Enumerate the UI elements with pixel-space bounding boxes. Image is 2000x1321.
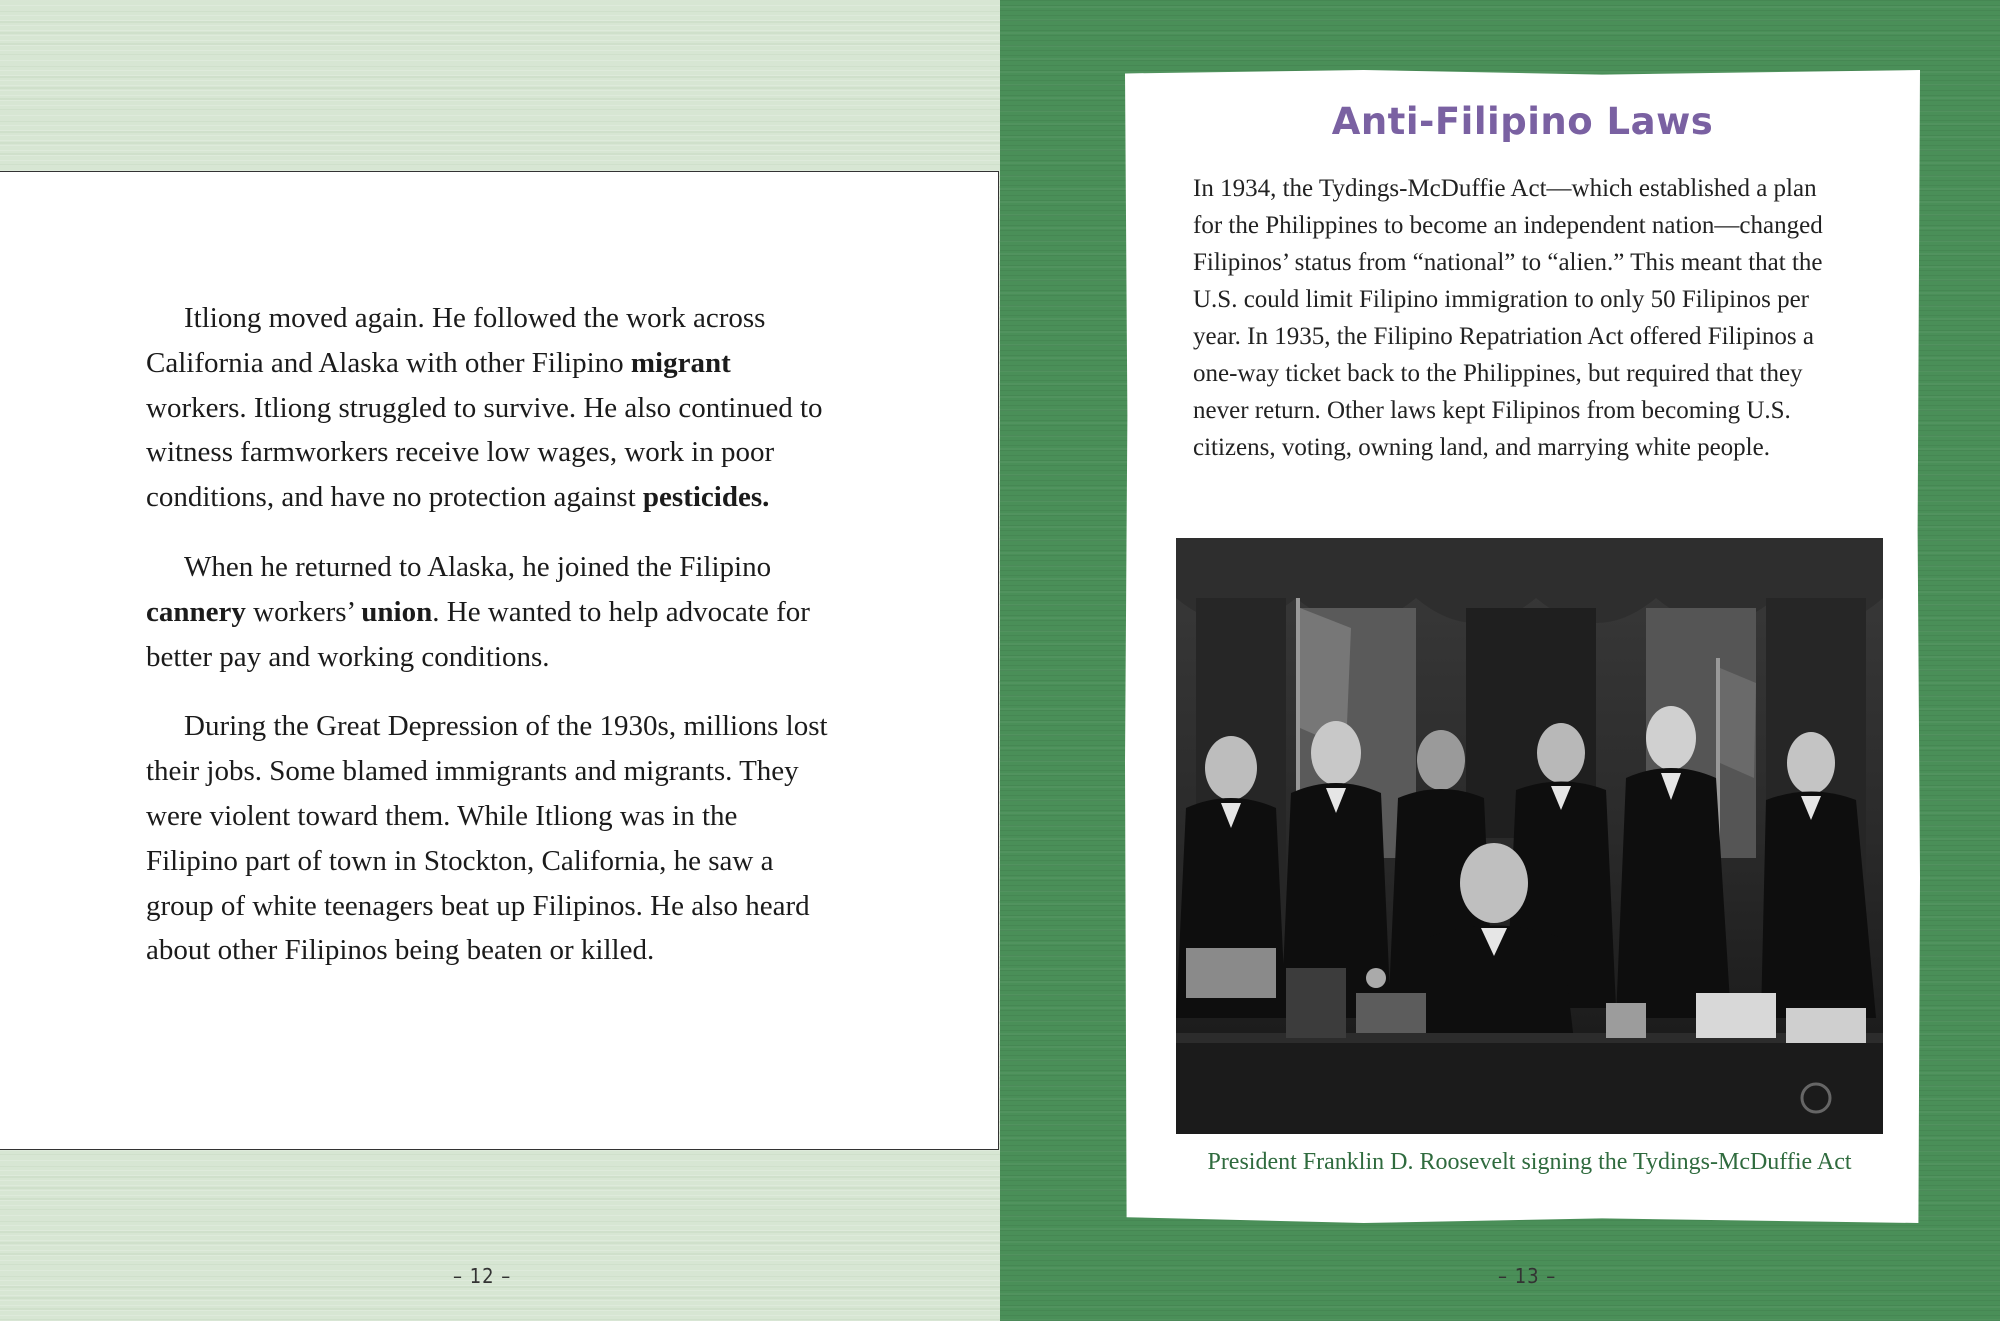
term-pesticides: pesticides.	[642, 481, 770, 514]
paragraph-2-seg-1: When he returned to Alaska, he joined the Filipino	[184, 550, 772, 583]
paragraph-2-seg-3: workers’	[245, 595, 362, 628]
page-number-right: – 13 –	[1498, 1264, 1557, 1288]
term-migrant: migrant	[630, 346, 731, 379]
paragraph-3	[146, 704, 836, 973]
paragraph-1-seg-3: workers. Itliong struggled to survive. He also continued to witness farmworkers receive low wages, work in poor conditions, and have no protection against	[146, 391, 823, 514]
paragraph-1	[146, 296, 836, 520]
term-union: union	[361, 595, 433, 628]
left-page-body	[146, 296, 836, 998]
sidebar-title: Anti-Filipino Laws	[1331, 100, 1714, 143]
paragraph-1-seg-1: Itliong moved again. He followed the work across California and Alaska with other Filipino	[146, 302, 766, 379]
sidebar-body: In 1934, the Tydings-McDuffie Act—which established a plan for the Philippines to become an independent nation—changed Filipinos’ status from “national” to “alien.” This meant that the U.S. could limit Filipino immigration to only 50 Filipinos per year. In 1935, the Filipino Repatriation Act offered Filipinos a one-way ticket back to the Philippines, but required that they never return. Other laws kept Filipinos from becoming U.S. citizens, voting, owning land, and marrying white people.	[1193, 175, 1823, 461]
page-number-left: – 12 –	[453, 1264, 512, 1288]
photo-illustration	[1176, 538, 1883, 1134]
paragraph-3-seg-1: During the Great Depression of the 1930s, millions lost their jobs. Some blamed immigrants and migrants. They were violent toward them. While Itliong was in the Filipino part of town in Stockton, California, he saw a group of white teenagers beat up Filipinos. He also heard about other Filipinos being beaten or killed.	[146, 710, 828, 967]
term-cannery: cannery	[146, 595, 246, 628]
historical-photo	[1176, 538, 1883, 1134]
paragraph-2-seg-5: . He wanted to help advocate for better pay and working conditions.	[146, 595, 810, 673]
paragraph-2	[146, 545, 836, 679]
photo-caption: President Franklin D. Roosevelt signing the Tydings-McDuffie Act	[1207, 1149, 1852, 1175]
